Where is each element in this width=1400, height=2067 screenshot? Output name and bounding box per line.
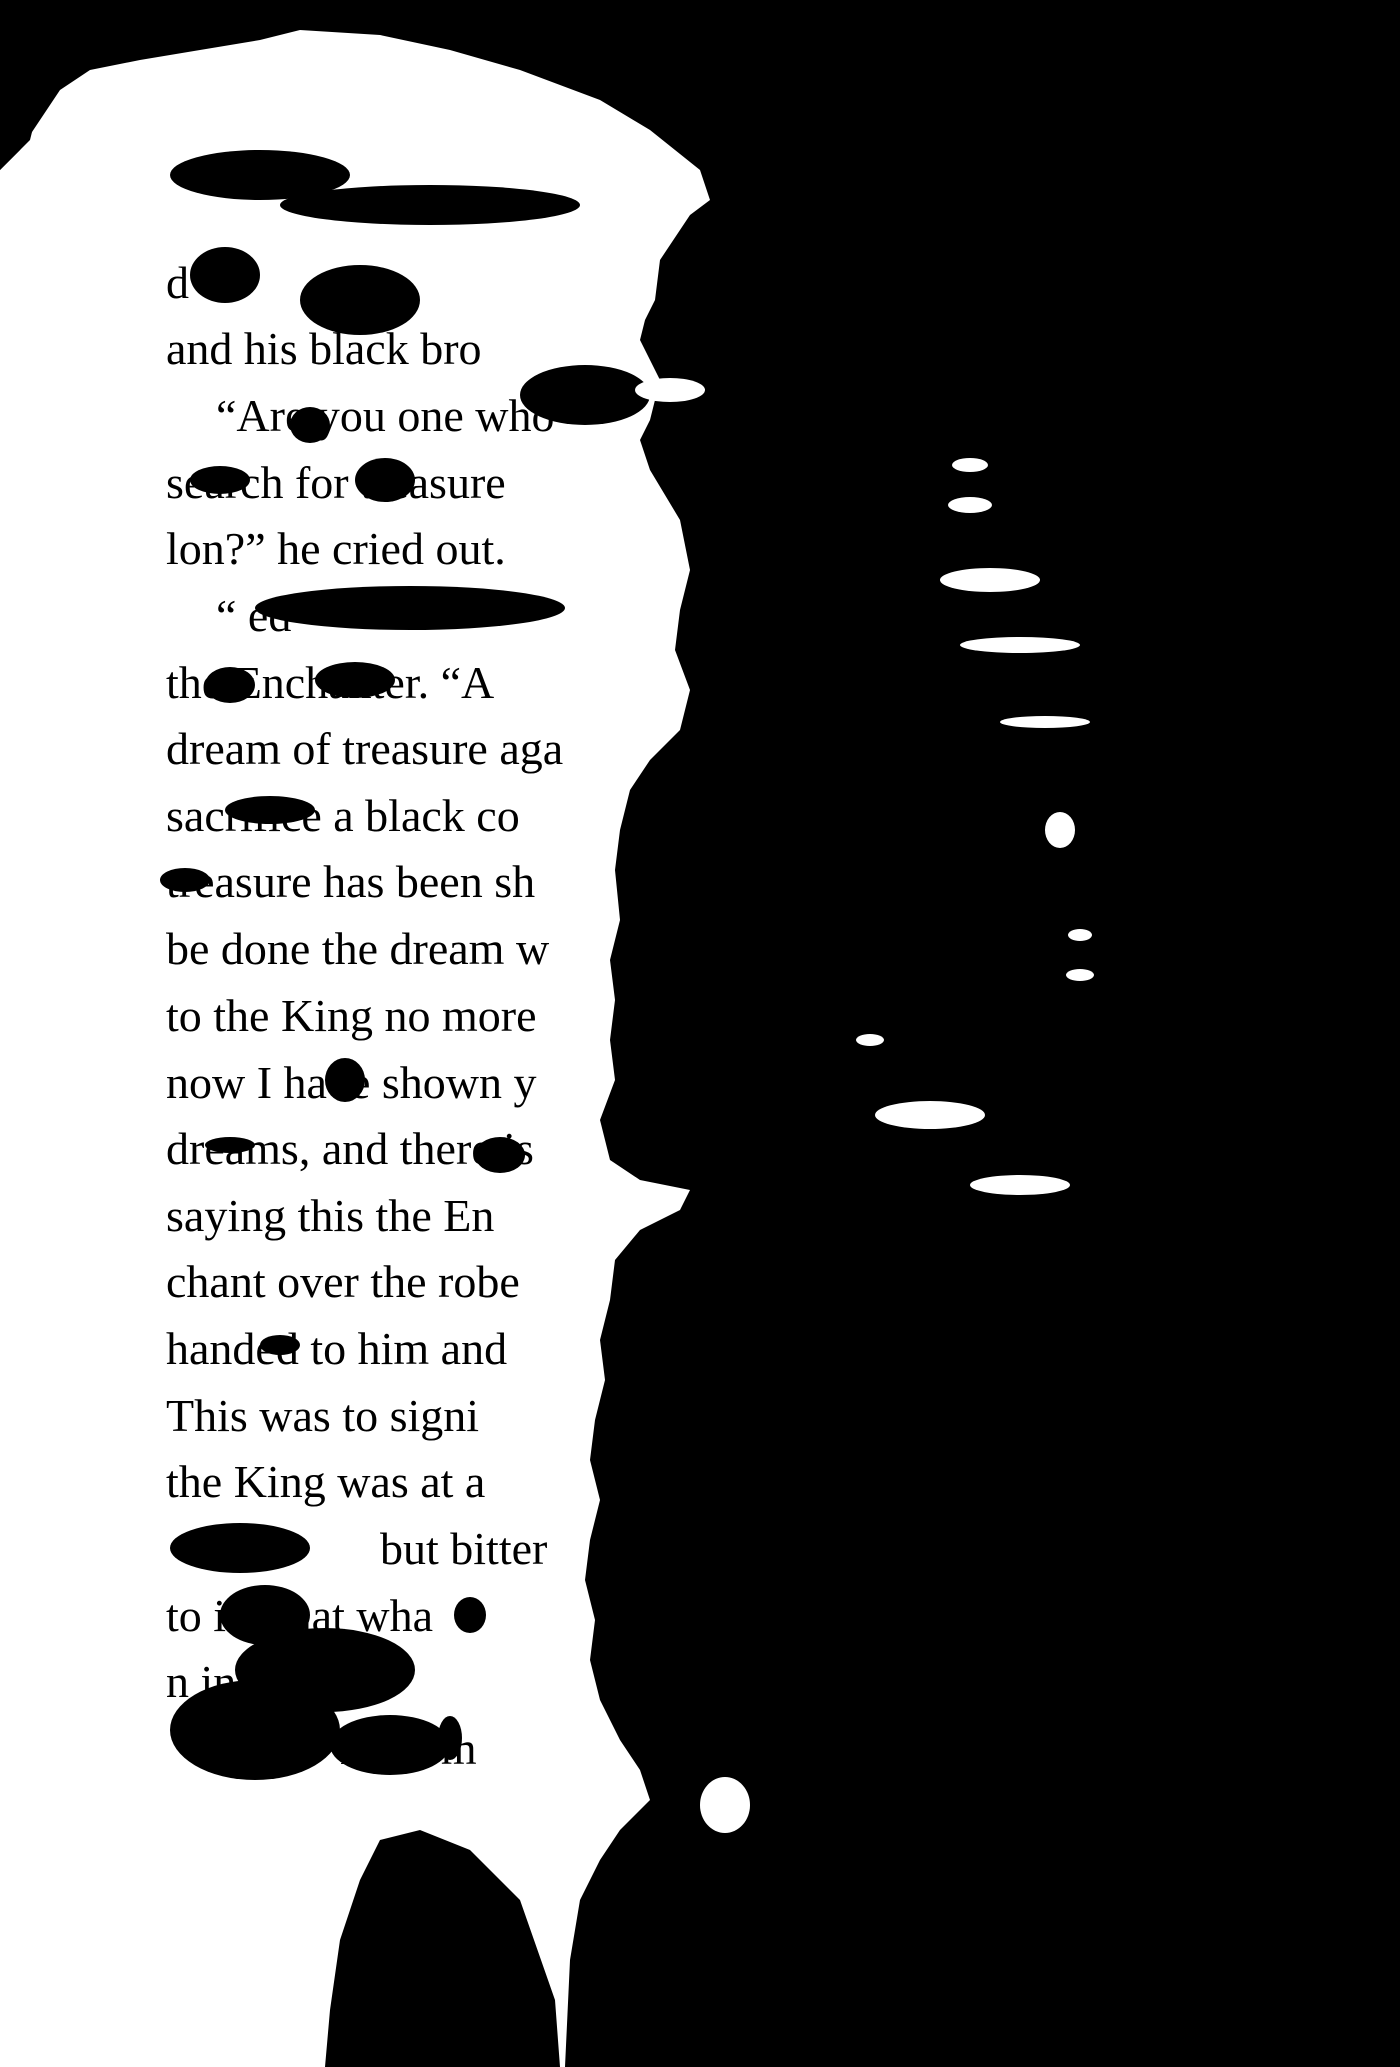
text-line: This was to signi [166,1390,480,1441]
blot-word-4 [355,458,415,502]
speck-2 [952,458,988,472]
blot-word-7 [205,667,255,703]
text-line: saying this the En [166,1190,495,1241]
blot-word-14 [260,1335,300,1355]
blot-lower-1 [170,1523,310,1573]
text-line: n ing to hi [166,1656,354,1707]
blot-lower-4 [170,1680,340,1780]
speck-3 [948,497,992,513]
text-line: be done the dream w [166,923,550,974]
text-line: to the King no more [166,990,537,1041]
speck-10 [856,1034,884,1046]
blot-word-13 [475,1137,525,1173]
blot-lower-5 [330,1715,450,1775]
blot-word-2 [520,365,650,425]
speck-12 [970,1175,1070,1195]
blot-word-12 [205,1137,255,1153]
text-line: “ ed [216,590,292,641]
text-line: dreams, and there is [166,1123,534,1174]
speck-13 [700,1777,750,1833]
text-line: the King was at a [166,1456,486,1507]
blot-word-10 [160,868,210,892]
speck-6 [1000,716,1090,728]
text-line: “Are you one who [216,390,555,441]
speck-8 [1068,929,1092,941]
text-line: the Enchanter. “A [166,657,495,708]
text-line: and his black bro [166,323,482,374]
speck-11 [875,1101,985,1129]
blot-word-8 [315,662,395,698]
blot-word-6 [255,586,565,630]
speck-5 [960,637,1080,653]
text-line: chant over the robe [166,1256,520,1307]
speck-4 [940,568,1040,592]
text-line: treasure has been sh [166,856,536,907]
speck-9 [1066,969,1094,981]
blot-lower-6 [438,1716,462,1760]
speck-1 [635,378,705,402]
text-line: to ify that wha [166,1590,433,1641]
blot-word-5 [190,466,250,494]
blot-top-3 [300,265,420,335]
blot-word-11 [325,1058,365,1102]
text-line: lon?” he cried out. [166,523,506,574]
speck-7 [1045,812,1075,848]
text-line: handed to him and [166,1323,508,1374]
blot-lower-7 [454,1597,486,1633]
text-line: d u [166,257,224,308]
blot-word-1 [190,247,260,303]
blot-top-2 [280,185,580,225]
blot-word-3 [290,407,330,443]
text-line: but bitter [380,1523,548,1574]
text-line: search for treasure [166,457,506,508]
text-line: dream of treasure aga [166,723,564,774]
blot-word-9 [225,796,315,824]
text-line: now I have shown y [166,1057,537,1108]
text-line: sacrifice a black co [166,790,520,841]
text-line: nt from [340,1723,477,1774]
